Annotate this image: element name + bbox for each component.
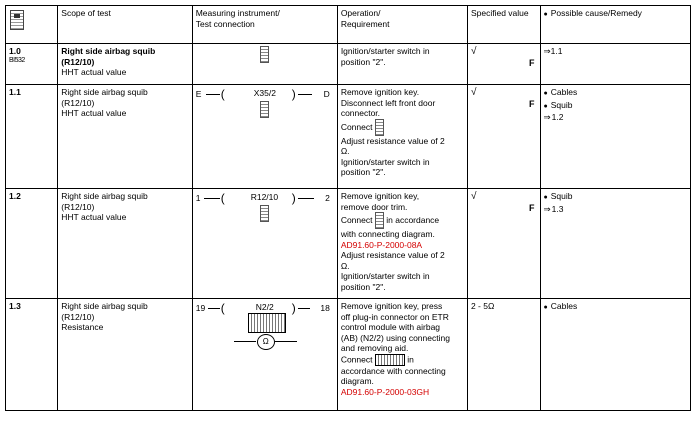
scope-cell: Right side airbag squib (R12/10) HHT actual value — [58, 44, 192, 85]
connector-label: R12/10 — [250, 192, 279, 202]
arrow-icon — [544, 112, 552, 122]
arrow-icon — [544, 204, 552, 214]
specified-cell — [467, 85, 540, 189]
header-step-cell — [6, 6, 58, 44]
remedy-link[interactable]: 1.3 — [551, 203, 564, 214]
right-pin-label: 2 — [325, 193, 330, 203]
specified-value: 2 - 5Ω — [470, 301, 495, 311]
left-pin-label: 1 — [195, 193, 201, 203]
step-number: 1.1 — [9, 87, 21, 97]
meter-lead-left — [234, 341, 256, 342]
fault-flag: F — [529, 203, 535, 213]
remedy-link[interactable]: 1.2 — [551, 112, 564, 122]
connector-bracket-left: ( — [220, 191, 225, 205]
header-specified: Specified value — [467, 6, 540, 44]
operation-cell: Ignition/starter switch in position "2". — [337, 44, 467, 85]
wire-line — [298, 198, 314, 199]
specified-cell — [467, 299, 540, 411]
header-scope: Scope of test — [58, 6, 192, 44]
operation-cell: Remove ignition key. Disconnect left front door connector. Connect Adjust resistance value of 2 Ω. Ignition/starter switch in position "2". — [337, 85, 467, 189]
scope-cell: Right side airbag squib (R12/10) HHT actual value — [58, 85, 192, 189]
step-number: 1.3 — [9, 301, 21, 311]
scope-cell: Right side airbag squib (R12/10) Resistance — [58, 299, 192, 411]
step-cell — [6, 299, 58, 411]
left-pin-label: E — [195, 89, 202, 99]
left-pin-label: 19 — [195, 303, 206, 313]
bullet-icon — [544, 301, 551, 311]
connector-label: N2/2 — [255, 302, 274, 312]
header-cause: ● Possible cause/Remedy — [540, 6, 690, 44]
meter-icon — [375, 212, 384, 229]
step-cell — [6, 44, 58, 85]
check-mark: √ — [470, 46, 477, 57]
control-module-connector-icon — [248, 313, 286, 333]
reference-link[interactable]: AD91.60-P-2000-03GH — [340, 386, 430, 397]
ohmmeter-icon: Ω — [257, 334, 275, 350]
hht-device-icon — [260, 205, 269, 222]
bullet-icon — [544, 87, 551, 97]
connector-label: X35/2 — [253, 88, 276, 98]
remedy-cell — [540, 44, 690, 85]
measuring-cell — [192, 189, 337, 299]
hht-device-icon — [10, 10, 24, 30]
wire-line — [204, 198, 220, 199]
bullet-icon — [544, 191, 551, 201]
measuring-cell — [192, 299, 337, 411]
step-cell — [6, 85, 58, 189]
table-row — [6, 44, 691, 85]
table-row — [6, 299, 691, 411]
meter-icon — [375, 119, 384, 136]
wire-line — [298, 308, 310, 309]
remedy-cell: ● Cables ● Squib ⇒ 1.2 — [540, 85, 690, 189]
check-mark: √ — [470, 87, 477, 98]
measuring-cell — [192, 85, 337, 189]
measuring-cell — [192, 44, 337, 85]
test-table — [5, 5, 691, 411]
table-row — [6, 85, 691, 189]
table-header-row — [6, 6, 691, 44]
right-pin-label: 18 — [320, 303, 330, 313]
remedy-cell: ● Cables — [540, 299, 690, 411]
connector-bracket-left: ( — [220, 301, 225, 315]
hht-device-icon — [260, 101, 269, 118]
specified-cell — [467, 44, 540, 85]
wire-line — [206, 94, 220, 95]
step-cell — [6, 189, 58, 299]
scope-cell: Right side airbag squib (R12/10) HHT actual value — [58, 189, 192, 299]
meter-lead-right — [275, 341, 297, 342]
connector-bracket-right: ) — [291, 191, 296, 205]
test-code: BI532 — [9, 56, 25, 64]
remedy-link[interactable]: ⇒1.1 — [543, 46, 563, 56]
hht-device-icon — [260, 46, 269, 63]
table-row — [6, 189, 691, 299]
connector-bracket-right: ) — [291, 301, 296, 315]
step-number: 1.2 — [9, 191, 21, 201]
specified-cell — [467, 189, 540, 299]
header-measuring: Measuring instrument/ Test connection — [192, 6, 337, 44]
bullet-icon — [544, 8, 551, 18]
connector-bracket-left: ( — [220, 87, 225, 101]
remedy-cell: ● Squib ⇒ 1.3 — [540, 189, 690, 299]
check-mark: √ — [470, 191, 477, 202]
reference-link[interactable]: AD91.60-P-2000-08A — [340, 239, 423, 250]
wire-line — [208, 308, 220, 309]
fault-flag: F — [529, 58, 535, 68]
operation-cell: Remove ignition key, press off plug-in connector on ETR control module with airbag (AB) (N2/2) using connecting and removing aid. Connect in accordance with connecting diagram. AD91.60-P-2000-03GH — [337, 299, 467, 411]
connecting-aid-icon — [375, 354, 405, 366]
wire-line — [298, 94, 312, 95]
connector-bracket-right: ) — [291, 87, 296, 101]
header-operation: Operation/ Requirement — [337, 6, 467, 44]
bullet-icon — [544, 100, 551, 110]
fault-flag: F — [529, 99, 535, 109]
right-pin-label: D — [323, 89, 330, 99]
operation-cell: Remove ignition key, remove door trim. Connect in accordance with connecting diagram. AD91.60-P-2000-08A Adjust resistance value of 2 Ω. Ignition/starter switch in position "2". — [337, 189, 467, 299]
step-number: 1.0 — [9, 46, 21, 56]
